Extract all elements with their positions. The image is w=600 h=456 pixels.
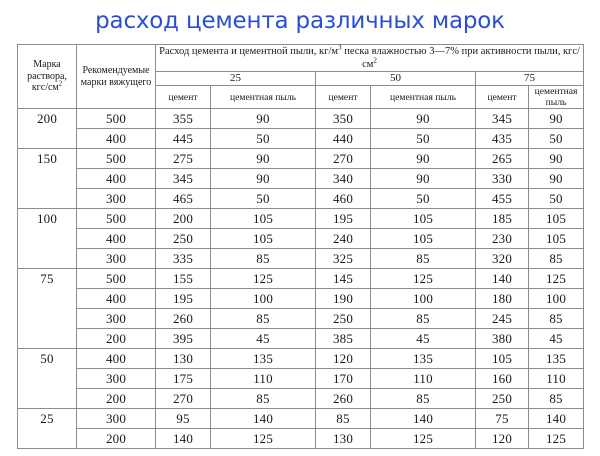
- cell-dust-25: 100: [211, 289, 316, 309]
- cell-cement-75: 330: [476, 169, 529, 189]
- cell-dust-50: 140: [371, 409, 476, 429]
- cell-cement-75: 230: [476, 229, 529, 249]
- cell-dust-50: 125: [371, 269, 476, 289]
- cell-dust-25: 45: [211, 329, 316, 349]
- cell-cement-75: 265: [476, 149, 529, 169]
- cell-dust-75: 45: [529, 329, 584, 349]
- table-row: [18, 229, 584, 249]
- cell-binder: 500: [77, 209, 156, 229]
- cell-dust-25: 85: [211, 309, 316, 329]
- cell-cement-25: 200: [156, 209, 211, 229]
- cell-dust-75: 85: [529, 249, 584, 269]
- cell-mark-solution: 25: [18, 409, 77, 449]
- cell-cement-75: 250: [476, 389, 529, 409]
- table-row: [18, 389, 584, 409]
- cell-cement-50: 385: [316, 329, 371, 349]
- cell-cement-75: 245: [476, 309, 529, 329]
- cell-cement-25: 445: [156, 129, 211, 149]
- cell-cement-25: 275: [156, 149, 211, 169]
- cell-binder: 500: [77, 149, 156, 169]
- cell-cement-25: 175: [156, 369, 211, 389]
- cell-cement-25: 195: [156, 289, 211, 309]
- cell-binder: 400: [77, 229, 156, 249]
- table-row: [18, 429, 584, 449]
- header-sub-dust-75: цементная пыль: [529, 86, 584, 109]
- cell-cement-25: 335: [156, 249, 211, 269]
- table-row: [18, 329, 584, 349]
- cell-cement-25: 355: [156, 109, 211, 129]
- header-group-25: 25: [156, 72, 316, 86]
- table-row: [18, 149, 584, 169]
- cell-dust-75: 140: [529, 409, 584, 429]
- cement-consumption-table-wrapper: [17, 44, 583, 449]
- cell-cement-25: 270: [156, 389, 211, 409]
- cell-mark-solution: 50: [18, 349, 77, 409]
- cell-cement-75: 105: [476, 349, 529, 369]
- cell-cement-50: 460: [316, 189, 371, 209]
- cell-dust-25: 50: [211, 189, 316, 209]
- header-consumption-span: [156, 45, 584, 72]
- page-title-text: расход цемента различных марок: [95, 8, 505, 34]
- header-consumption-span-a-sup: 3: [338, 43, 342, 52]
- cell-cement-25: 250: [156, 229, 211, 249]
- cell-binder: 200: [77, 329, 156, 349]
- cell-dust-50: 50: [371, 189, 476, 209]
- cell-binder: 400: [77, 129, 156, 149]
- header-group-75: 75: [476, 72, 584, 86]
- table-row: [18, 309, 584, 329]
- cell-dust-75: 90: [529, 169, 584, 189]
- table-body: [18, 109, 584, 449]
- header-row-top: [18, 45, 584, 72]
- cell-binder: 200: [77, 429, 156, 449]
- cell-cement-50: 145: [316, 269, 371, 289]
- cell-binder: 300: [77, 309, 156, 329]
- header-sub-cement-75: цемент: [476, 86, 529, 109]
- cell-dust-75: 50: [529, 129, 584, 149]
- cell-dust-50: 90: [371, 109, 476, 129]
- table-row: [18, 189, 584, 209]
- cell-cement-75: 140: [476, 269, 529, 289]
- cell-cement-50: 340: [316, 169, 371, 189]
- cell-cement-50: 250: [316, 309, 371, 329]
- cell-binder: 300: [77, 409, 156, 429]
- cell-dust-25: 90: [211, 149, 316, 169]
- cell-cement-25: 155: [156, 269, 211, 289]
- cell-binder: 500: [77, 269, 156, 289]
- header-sub-dust-25: цементная пыль: [211, 86, 316, 109]
- header-consumption-span-a: Расход цемента и цементной пыли, кг/м: [159, 46, 339, 57]
- cell-binder: 400: [77, 169, 156, 189]
- cell-cement-50: 325: [316, 249, 371, 269]
- cell-dust-25: 125: [211, 269, 316, 289]
- cell-cement-25: 465: [156, 189, 211, 209]
- table-head: [18, 45, 584, 109]
- cement-consumption-table: [17, 44, 584, 449]
- table-row: [18, 249, 584, 269]
- cell-dust-50: 100: [371, 289, 476, 309]
- cell-dust-25: 105: [211, 229, 316, 249]
- cell-cement-25: 95: [156, 409, 211, 429]
- page-title: [0, 7, 600, 35]
- cell-dust-50: 125: [371, 429, 476, 449]
- cell-cement-50: 130: [316, 429, 371, 449]
- cell-cement-25: 345: [156, 169, 211, 189]
- cell-dust-50: 90: [371, 169, 476, 189]
- table-row: [18, 269, 584, 289]
- cell-dust-75: 85: [529, 389, 584, 409]
- header-mark-solution-sup: 2: [58, 80, 63, 88]
- cell-dust-25: 85: [211, 249, 316, 269]
- cell-cement-75: 320: [476, 249, 529, 269]
- cell-dust-50: 90: [371, 149, 476, 169]
- table-row: [18, 169, 584, 189]
- cell-dust-50: 85: [371, 249, 476, 269]
- cell-mark-solution: 150: [18, 149, 77, 209]
- cell-cement-25: 395: [156, 329, 211, 349]
- cell-dust-75: 125: [529, 429, 584, 449]
- header-consumption-span-b-sup: 2: [373, 56, 377, 65]
- cell-dust-75: 110: [529, 369, 584, 389]
- cell-binder: 300: [77, 189, 156, 209]
- cell-binder: 300: [77, 369, 156, 389]
- cell-cement-75: 180: [476, 289, 529, 309]
- cell-cement-50: 350: [316, 109, 371, 129]
- cell-mark-solution: 200: [18, 109, 77, 149]
- cell-cement-75: 120: [476, 429, 529, 449]
- header-group-50: 50: [316, 72, 476, 86]
- cell-cement-75: 380: [476, 329, 529, 349]
- header-binder-mark: [77, 45, 156, 109]
- cell-dust-75: 90: [529, 109, 584, 129]
- cell-cement-25: 130: [156, 349, 211, 369]
- cell-cement-50: 195: [316, 209, 371, 229]
- header-binder-mark-text: Рекомендуемые марки вяжущего: [80, 65, 152, 88]
- cell-dust-75: 85: [529, 309, 584, 329]
- cell-cement-50: 240: [316, 229, 371, 249]
- cell-dust-50: 105: [371, 209, 476, 229]
- header-consumption-span-b: песка влажностью 3—7% при активности пыли, кгс/см: [341, 46, 580, 70]
- cell-cement-25: 260: [156, 309, 211, 329]
- cell-cement-75: 160: [476, 369, 529, 389]
- cell-binder: 500: [77, 109, 156, 129]
- cell-cement-50: 270: [316, 149, 371, 169]
- header-mark-solution: [18, 45, 77, 109]
- cell-dust-75: 135: [529, 349, 584, 369]
- cell-dust-25: 50: [211, 129, 316, 149]
- cell-dust-50: 135: [371, 349, 476, 369]
- cell-dust-50: 50: [371, 129, 476, 149]
- cell-dust-50: 85: [371, 389, 476, 409]
- cell-dust-25: 90: [211, 109, 316, 129]
- cell-binder: 200: [77, 389, 156, 409]
- cell-cement-50: 260: [316, 389, 371, 409]
- cell-dust-50: 105: [371, 229, 476, 249]
- table-row: [18, 369, 584, 389]
- cell-cement-50: 120: [316, 349, 371, 369]
- table-row: [18, 109, 584, 129]
- cell-dust-75: 105: [529, 229, 584, 249]
- table-row: [18, 409, 584, 429]
- cell-dust-75: 90: [529, 149, 584, 169]
- cell-dust-25: 85: [211, 389, 316, 409]
- cell-dust-25: 140: [211, 409, 316, 429]
- cell-dust-50: 110: [371, 369, 476, 389]
- table-row: [18, 209, 584, 229]
- header-sub-cement-25: цемент: [156, 86, 211, 109]
- cell-dust-50: 45: [371, 329, 476, 349]
- cell-cement-50: 170: [316, 369, 371, 389]
- cell-mark-solution: 100: [18, 209, 77, 269]
- cell-dust-50: 85: [371, 309, 476, 329]
- cell-dust-75: 105: [529, 209, 584, 229]
- cell-dust-75: 100: [529, 289, 584, 309]
- cell-cement-75: 435: [476, 129, 529, 149]
- cell-dust-75: 125: [529, 269, 584, 289]
- cell-cement-50: 85: [316, 409, 371, 429]
- cell-cement-50: 440: [316, 129, 371, 149]
- cell-binder: 400: [77, 289, 156, 309]
- cell-cement-25: 140: [156, 429, 211, 449]
- cell-dust-75: 50: [529, 189, 584, 209]
- cell-dust-25: 105: [211, 209, 316, 229]
- cell-binder: 300: [77, 249, 156, 269]
- cell-dust-25: 135: [211, 349, 316, 369]
- cell-cement-75: 345: [476, 109, 529, 129]
- cell-binder: 400: [77, 349, 156, 369]
- table-row: [18, 289, 584, 309]
- cell-cement-75: 455: [476, 189, 529, 209]
- cell-dust-25: 110: [211, 369, 316, 389]
- header-sub-dust-50: цементная пыль: [371, 86, 476, 109]
- cell-cement-75: 75: [476, 409, 529, 429]
- cell-cement-75: 185: [476, 209, 529, 229]
- table-row: [18, 349, 584, 369]
- header-sub-cement-50: цемент: [316, 86, 371, 109]
- cell-mark-solution: 75: [18, 269, 77, 349]
- cell-cement-50: 190: [316, 289, 371, 309]
- header-mark-solution-text: Марка раствора, кгс/см: [27, 59, 67, 94]
- table-row: [18, 129, 584, 149]
- cell-dust-25: 90: [211, 169, 316, 189]
- cell-dust-25: 125: [211, 429, 316, 449]
